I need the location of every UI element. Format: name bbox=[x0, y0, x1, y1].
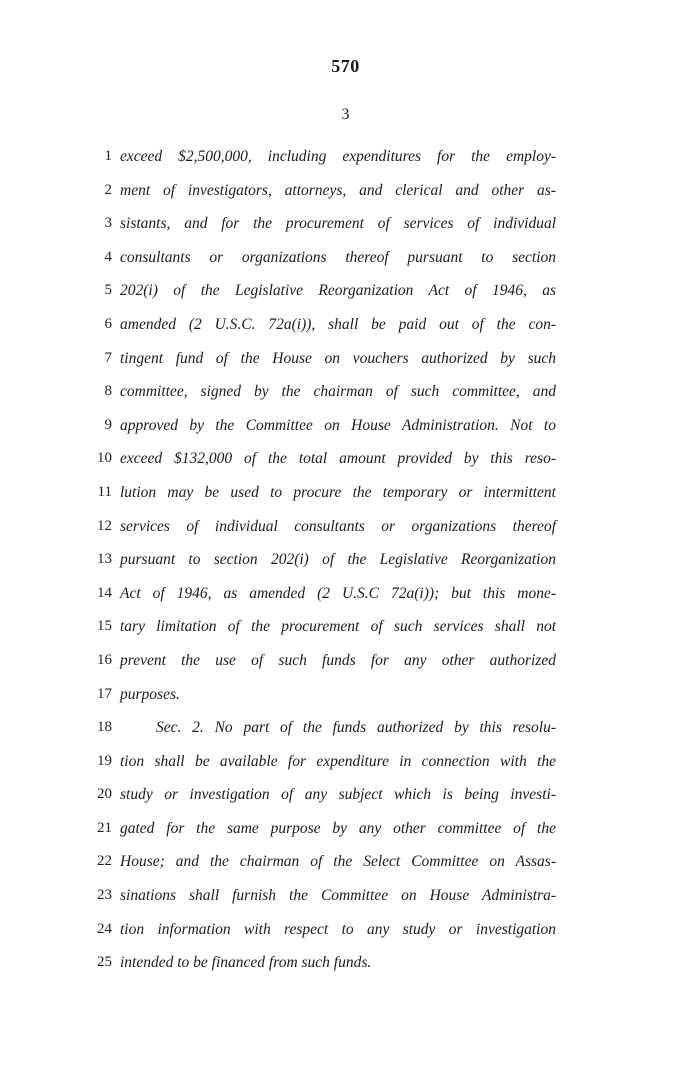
text-line bbox=[0, 409, 691, 443]
line-number: 1 bbox=[104, 148, 112, 164]
line-text: purposes. bbox=[120, 685, 180, 703]
line-number: 5 bbox=[104, 282, 112, 299]
text-line bbox=[0, 442, 691, 476]
line-text: pursuant to section 202(i) of the Legislative Reorganization bbox=[120, 551, 556, 569]
line-number: 10 bbox=[97, 450, 112, 467]
line-text: Sec. 2. No part of the funds authorized by this resolu- bbox=[156, 719, 556, 737]
text-line bbox=[0, 812, 691, 846]
text-line bbox=[0, 274, 691, 308]
line-number: 19 bbox=[97, 752, 112, 769]
line-text: prevent the use of such funds for any other authorized bbox=[120, 651, 556, 669]
line-number: 23 bbox=[97, 887, 112, 904]
line-text: Act of 1946, as amended (2 U.S.C 72a(i)); but this mone- bbox=[120, 584, 556, 602]
line-number: 6 bbox=[104, 315, 112, 332]
line-text: gated for the same purpose by any other committee of the bbox=[120, 819, 556, 837]
line-text: 202(i) of the Legislative Reorganization Act of 1946, as bbox=[120, 282, 556, 300]
text-line bbox=[0, 778, 691, 812]
section-number: 3 bbox=[341, 106, 350, 123]
line-text: approved by the Committee on House Administration. Not to bbox=[120, 416, 556, 434]
text-line bbox=[0, 510, 691, 544]
line-text: intended to be financed from such funds. bbox=[120, 954, 372, 972]
text-line bbox=[0, 140, 691, 174]
text-line bbox=[0, 845, 691, 879]
line-number: 2 bbox=[104, 181, 112, 198]
line-number: 24 bbox=[97, 920, 112, 937]
line-number: 25 bbox=[97, 954, 112, 971]
line-text: services of individual consultants or organizations thereof bbox=[120, 517, 556, 535]
text-line bbox=[0, 946, 691, 980]
line-number: 16 bbox=[97, 651, 112, 668]
line-number: 14 bbox=[97, 584, 112, 601]
line-text: consultants or organizations thereof pursuant to section bbox=[120, 248, 556, 266]
text-line bbox=[0, 745, 691, 779]
text-line bbox=[0, 577, 691, 611]
line-text: House; and the chairman of the Select Committee on Assas- bbox=[120, 853, 556, 871]
line-number: 20 bbox=[97, 786, 112, 803]
line-text: sinations shall furnish the Committee on House Administra- bbox=[120, 887, 556, 905]
line-text: lution may be used to procure the temporary or intermittent bbox=[120, 483, 556, 501]
line-number: 9 bbox=[104, 416, 112, 433]
text-line bbox=[0, 644, 691, 678]
line-number: 17 bbox=[97, 685, 112, 702]
line-text: tary limitation of the procurement of such services shall not bbox=[120, 618, 556, 636]
line-text: tingent fund of the House on vouchers authorized by such bbox=[120, 349, 556, 367]
line-text: exceed $132,000 of the total amount provided by this reso- bbox=[120, 450, 556, 468]
line-number: 15 bbox=[97, 618, 112, 635]
line-number: 3 bbox=[104, 215, 112, 232]
text-line bbox=[0, 476, 691, 510]
text-line bbox=[0, 375, 691, 409]
text-line bbox=[0, 711, 691, 745]
text-line bbox=[0, 308, 691, 342]
text-line bbox=[0, 342, 691, 376]
line-number: 22 bbox=[97, 853, 112, 870]
line-text: tion information with respect to any study or investigation bbox=[120, 920, 556, 938]
text-line bbox=[0, 678, 691, 712]
line-text: amended (2 U.S.C. 72a(i)), shall be paid out of the con- bbox=[120, 315, 556, 333]
text-line bbox=[0, 879, 691, 913]
line-number: 21 bbox=[97, 819, 112, 836]
document-body bbox=[0, 140, 691, 980]
line-text: sistants, and for the procurement of services of individual bbox=[120, 215, 556, 233]
line-text: study or investigation of any subject which is being investi- bbox=[120, 786, 556, 804]
text-line bbox=[0, 610, 691, 644]
text-line bbox=[0, 913, 691, 947]
line-number: 4 bbox=[104, 248, 112, 265]
line-text: tion shall be available for expenditure in connection with the bbox=[120, 752, 556, 770]
line-number: 12 bbox=[97, 517, 112, 534]
text-line bbox=[0, 174, 691, 208]
line-text: exceed $2,500,000, including expenditures for the employ- bbox=[120, 148, 556, 165]
text-line bbox=[0, 241, 691, 275]
line-number: 13 bbox=[97, 551, 112, 568]
line-number: 8 bbox=[104, 383, 112, 400]
line-number: 7 bbox=[104, 349, 112, 366]
line-number: 18 bbox=[97, 719, 112, 736]
text-line bbox=[0, 207, 691, 241]
page-number: 570 bbox=[331, 56, 360, 76]
line-text: committee, signed by the chairman of such committee, and bbox=[120, 383, 556, 401]
text-line bbox=[0, 543, 691, 577]
line-number: 11 bbox=[97, 483, 112, 500]
line-text: ment of investigators, attorneys, and clerical and other as- bbox=[120, 181, 556, 199]
